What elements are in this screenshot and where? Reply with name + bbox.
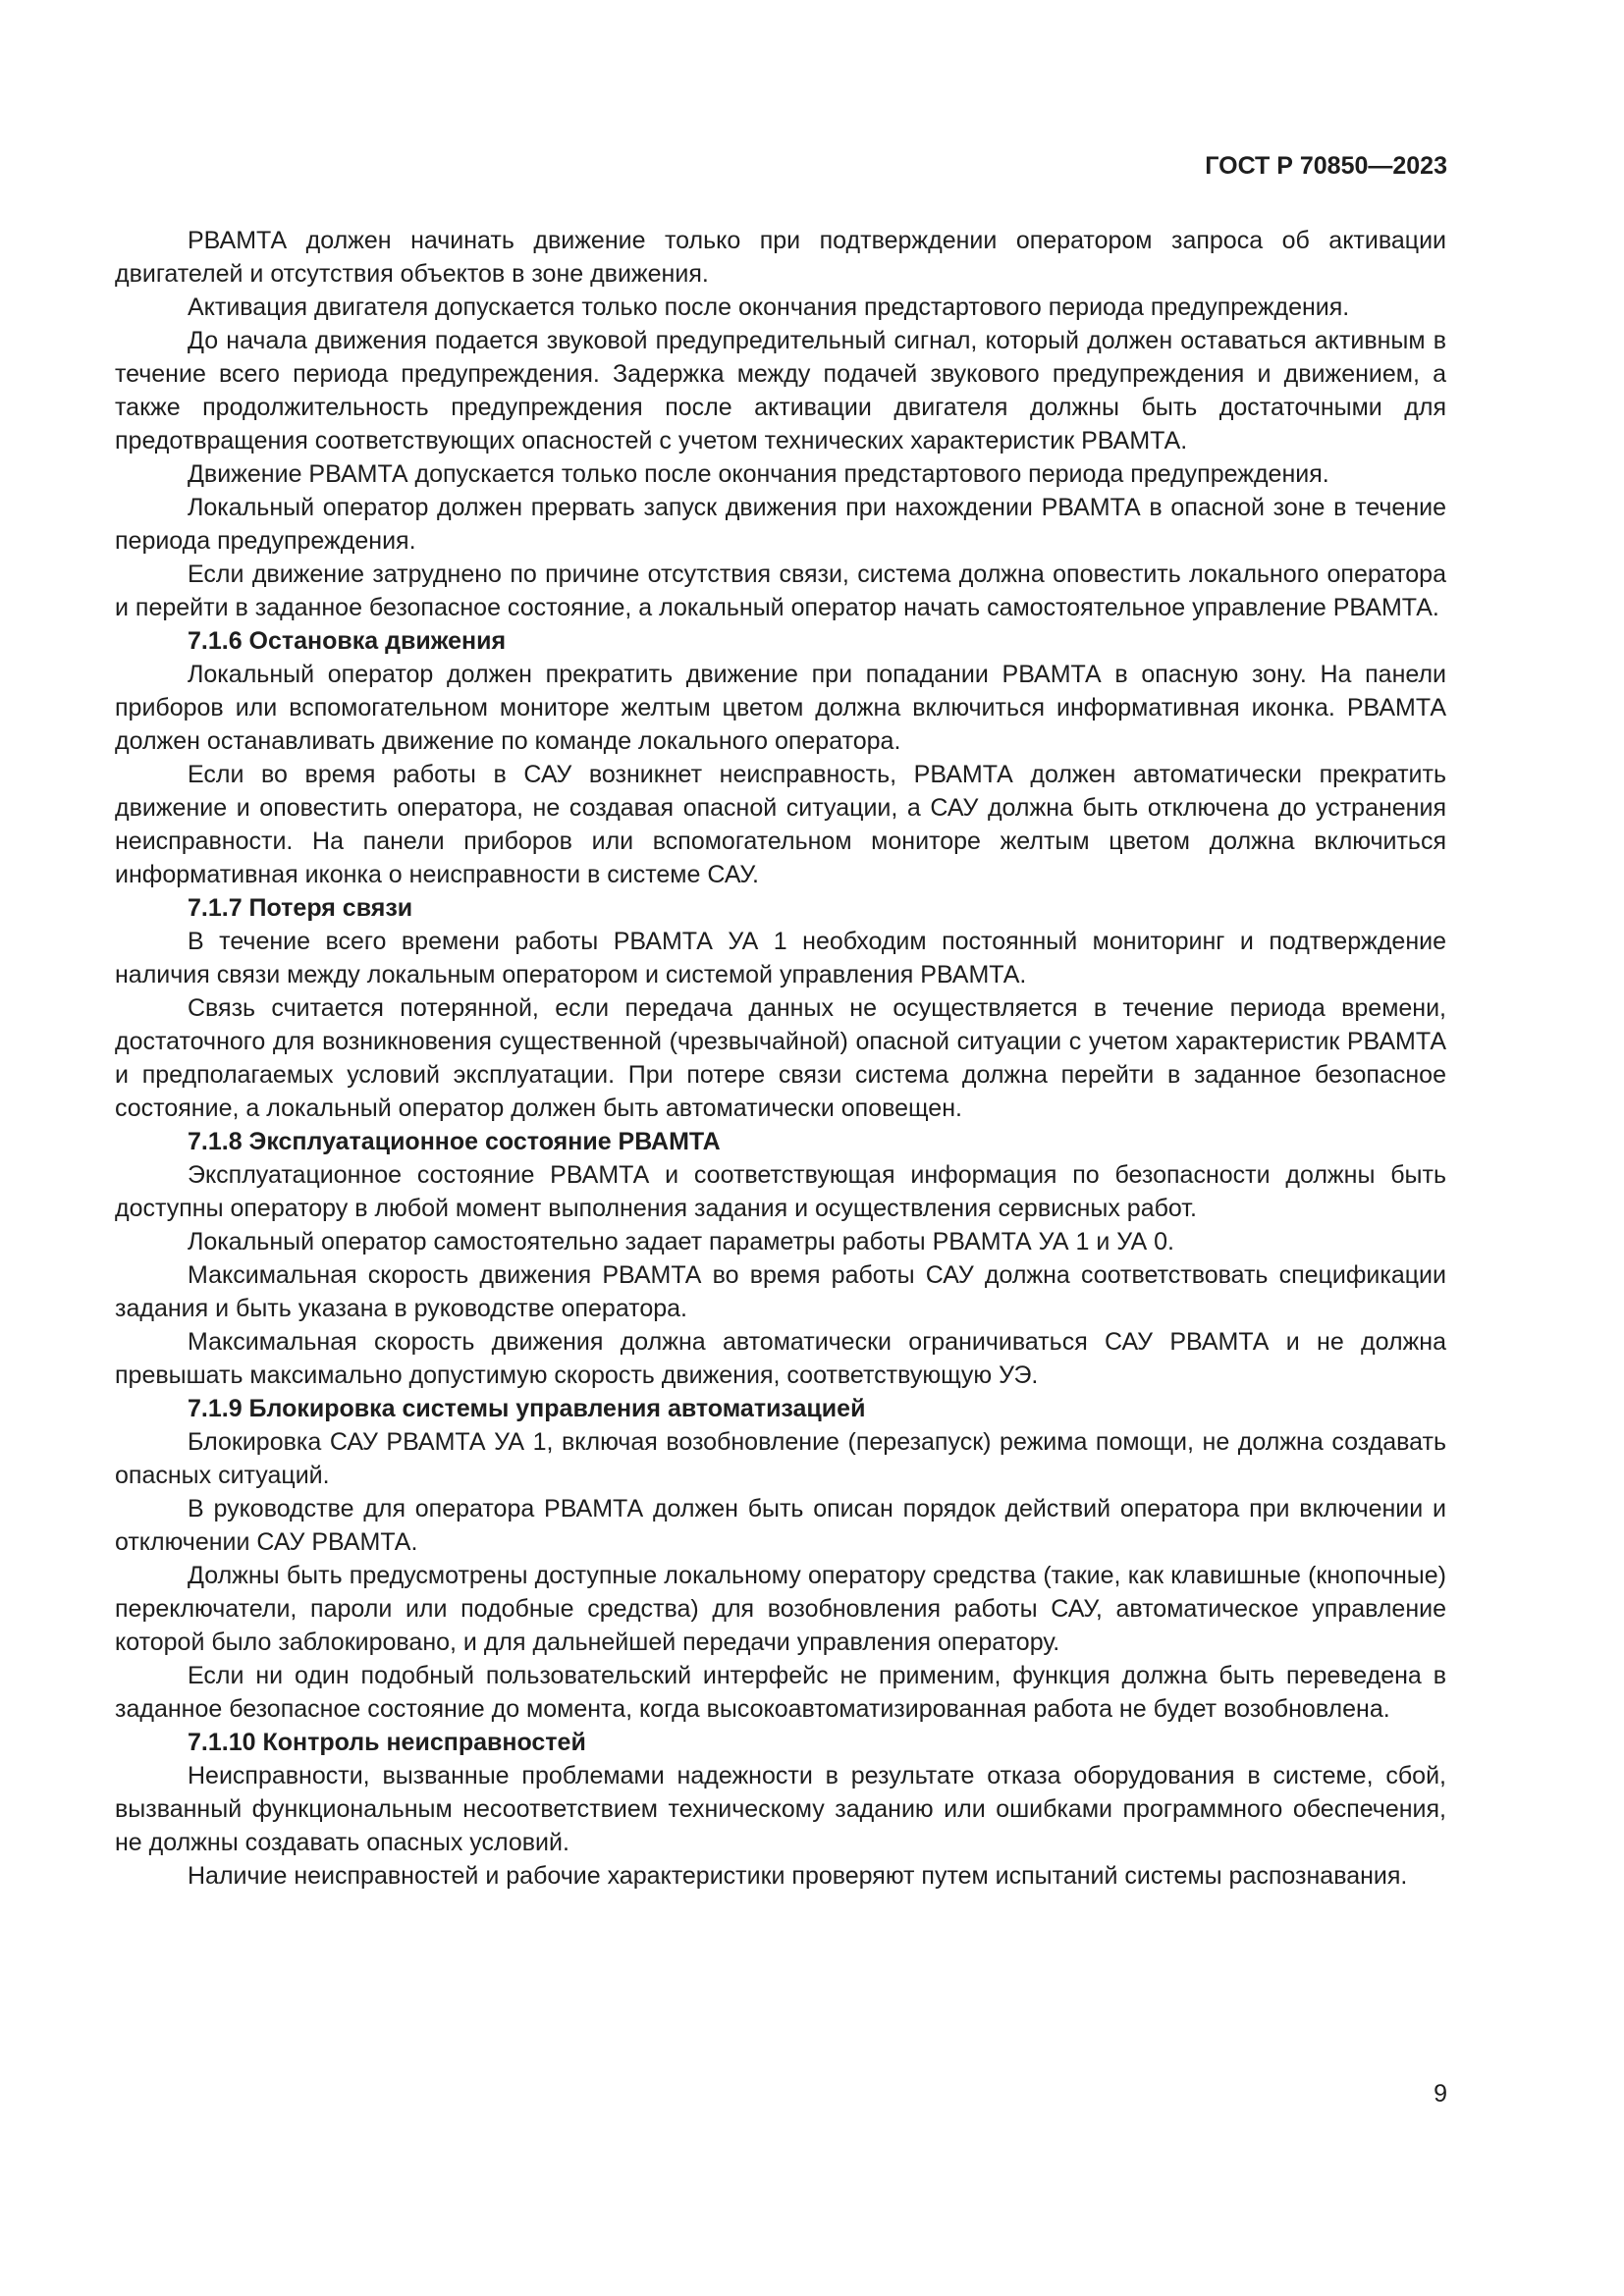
body-paragraph: Максимальная скорость движения должна автоматически ограничиваться САУ РВАМТА и не должна превышать максимально допустимую скорость движения, соответствующую УЭ.: [115, 1328, 1446, 1389]
body-paragraph: Должны быть предусмотрены доступные локальному оператору средства (такие, как клавишные (кнопочные) переключатели, пароли или подобные средства) для возобновления работы САУ, автоматическое управление которой было заблокировано, и для дальнейшей передачи управления оператору.: [115, 1562, 1446, 1656]
body-paragraph: Движение РВАМТА допускается только после окончания предстартового периода предупреждения.: [188, 460, 1329, 488]
body-paragraph: Наличие неисправностей и рабочие характеристики проверяют путем испытаний системы распознавания.: [188, 1862, 1408, 1890]
body-paragraph: В течение всего времени работы РВАМТА УА 1 необходим постоянный мониторинг и подтверждение наличия связи между локальным оператором и системой управления РВАМТА.: [115, 928, 1446, 988]
body-paragraph: Если движение затруднено по причине отсутствия связи, система должна оповестить локального оператора и перейти в заданное безопасное состояние, а локальный оператор начать самостоятельное управление РВАМТА.: [115, 561, 1446, 621]
body-paragraph: До начала движения подается звуковой предупредительный сигнал, который должен оставаться активным в течение всего периода предупреждения. Задержка между подачей звукового предупреждения и движением, а также продолжительность предупреждения после активации двигателя должны быть достаточными для предотвращения соответствующих опасностей с учетом технических характеристик РВАМТА.: [115, 327, 1446, 454]
body-paragraph: Эксплуатационное состояние РВАМТА и соответствующая информация по безопасности должны быть доступны оператору в любой момент выполнения задания и осуществления сервисных работ.: [115, 1161, 1446, 1222]
body-paragraph: В руководстве для оператора РВАМТА должен быть описан порядок действий оператора при включении и отключении САУ РВАМТА.: [115, 1495, 1446, 1556]
section-heading: 7.1.9 Блокировка системы управления автоматизацией: [188, 1395, 866, 1422]
body-paragraph: Блокировка САУ РВАМТА УА 1, включая возобновление (перезапуск) режима помощи, не должна создавать опасных ситуаций.: [115, 1428, 1446, 1489]
body-paragraph: Активация двигателя допускается только после окончания предстартового периода предупреждения.: [188, 294, 1350, 321]
body-paragraph: Максимальная скорость движения РВАМТА во время работы САУ должна соответствовать спецификации задания и быть указана в руководстве оператора.: [115, 1261, 1446, 1322]
body-paragraph: Локальный оператор должен прекратить движение при попадании РВАМТА в опасную зону. На панели приборов или вспомогательном мониторе желтым цветом должна включиться информативная иконка. РВАМТА должен останавливать движение по команде локального оператора.: [115, 661, 1446, 755]
body-paragraph: Локальный оператор самостоятельно задает параметры работы РВАМТА УА 1 и УА 0.: [188, 1228, 1174, 1255]
body-paragraph: РВАМТА должен начинать движение только при подтверждении оператором запроса об активации двигателей и отсутствия объектов в зоне движения.: [115, 227, 1446, 288]
section-heading: 7.1.6 Остановка движения: [188, 627, 507, 655]
body-paragraph: Связь считается потерянной, если передача данных не осуществляется в течение периода времени, достаточного для возникновения существенной (чрезвычайной) опасной ситуации с учетом характеристик РВАМТА и предполагаемых условий эксплуатации. При потере связи система должна перейти в заданное безопасное состояние, а локальный оператор должен быть автоматически оповещен.: [115, 994, 1446, 1122]
page-number: 9: [1434, 2080, 1447, 2108]
body-paragraph: Неисправности, вызванные проблемами надежности в результате отказа оборудования в системе, сбой, вызванный функциональным несоответствием техническому заданию или ошибками программного обеспечения, не должны создавать опасных условий.: [115, 1762, 1446, 1856]
section-heading: 7.1.10 Контроль неисправностей: [188, 1729, 586, 1756]
body-paragraph: Если во время работы в САУ возникнет неисправность, РВАМТА должен автоматически прекратить движение и оповестить оператора, не создавая опасной ситуации, а САУ должна быть отключена до устранения неисправности. На панели приборов или вспомогательном мониторе желтым цветом должна включиться информативная иконка о неисправности в системе САУ.: [115, 761, 1446, 888]
standard-code-header: ГОСТ Р 70850—2023: [1205, 152, 1447, 180]
body-paragraph: Локальный оператор должен прервать запуск движения при нахождении РВАМТА в опасной зоне в течение периода предупреждения.: [115, 494, 1446, 555]
section-heading: 7.1.7 Потеря связи: [188, 894, 413, 922]
section-heading: 7.1.8 Эксплуатационное состояние РВАМТА: [188, 1128, 721, 1155]
document-body: [115, 224, 1446, 1893]
body-paragraph: Если ни один подобный пользовательский интерфейс не применим, функция должна быть переведена в заданное безопасное состояние до момента, когда высокоавтоматизированная работа не будет возобновлена.: [115, 1662, 1446, 1723]
